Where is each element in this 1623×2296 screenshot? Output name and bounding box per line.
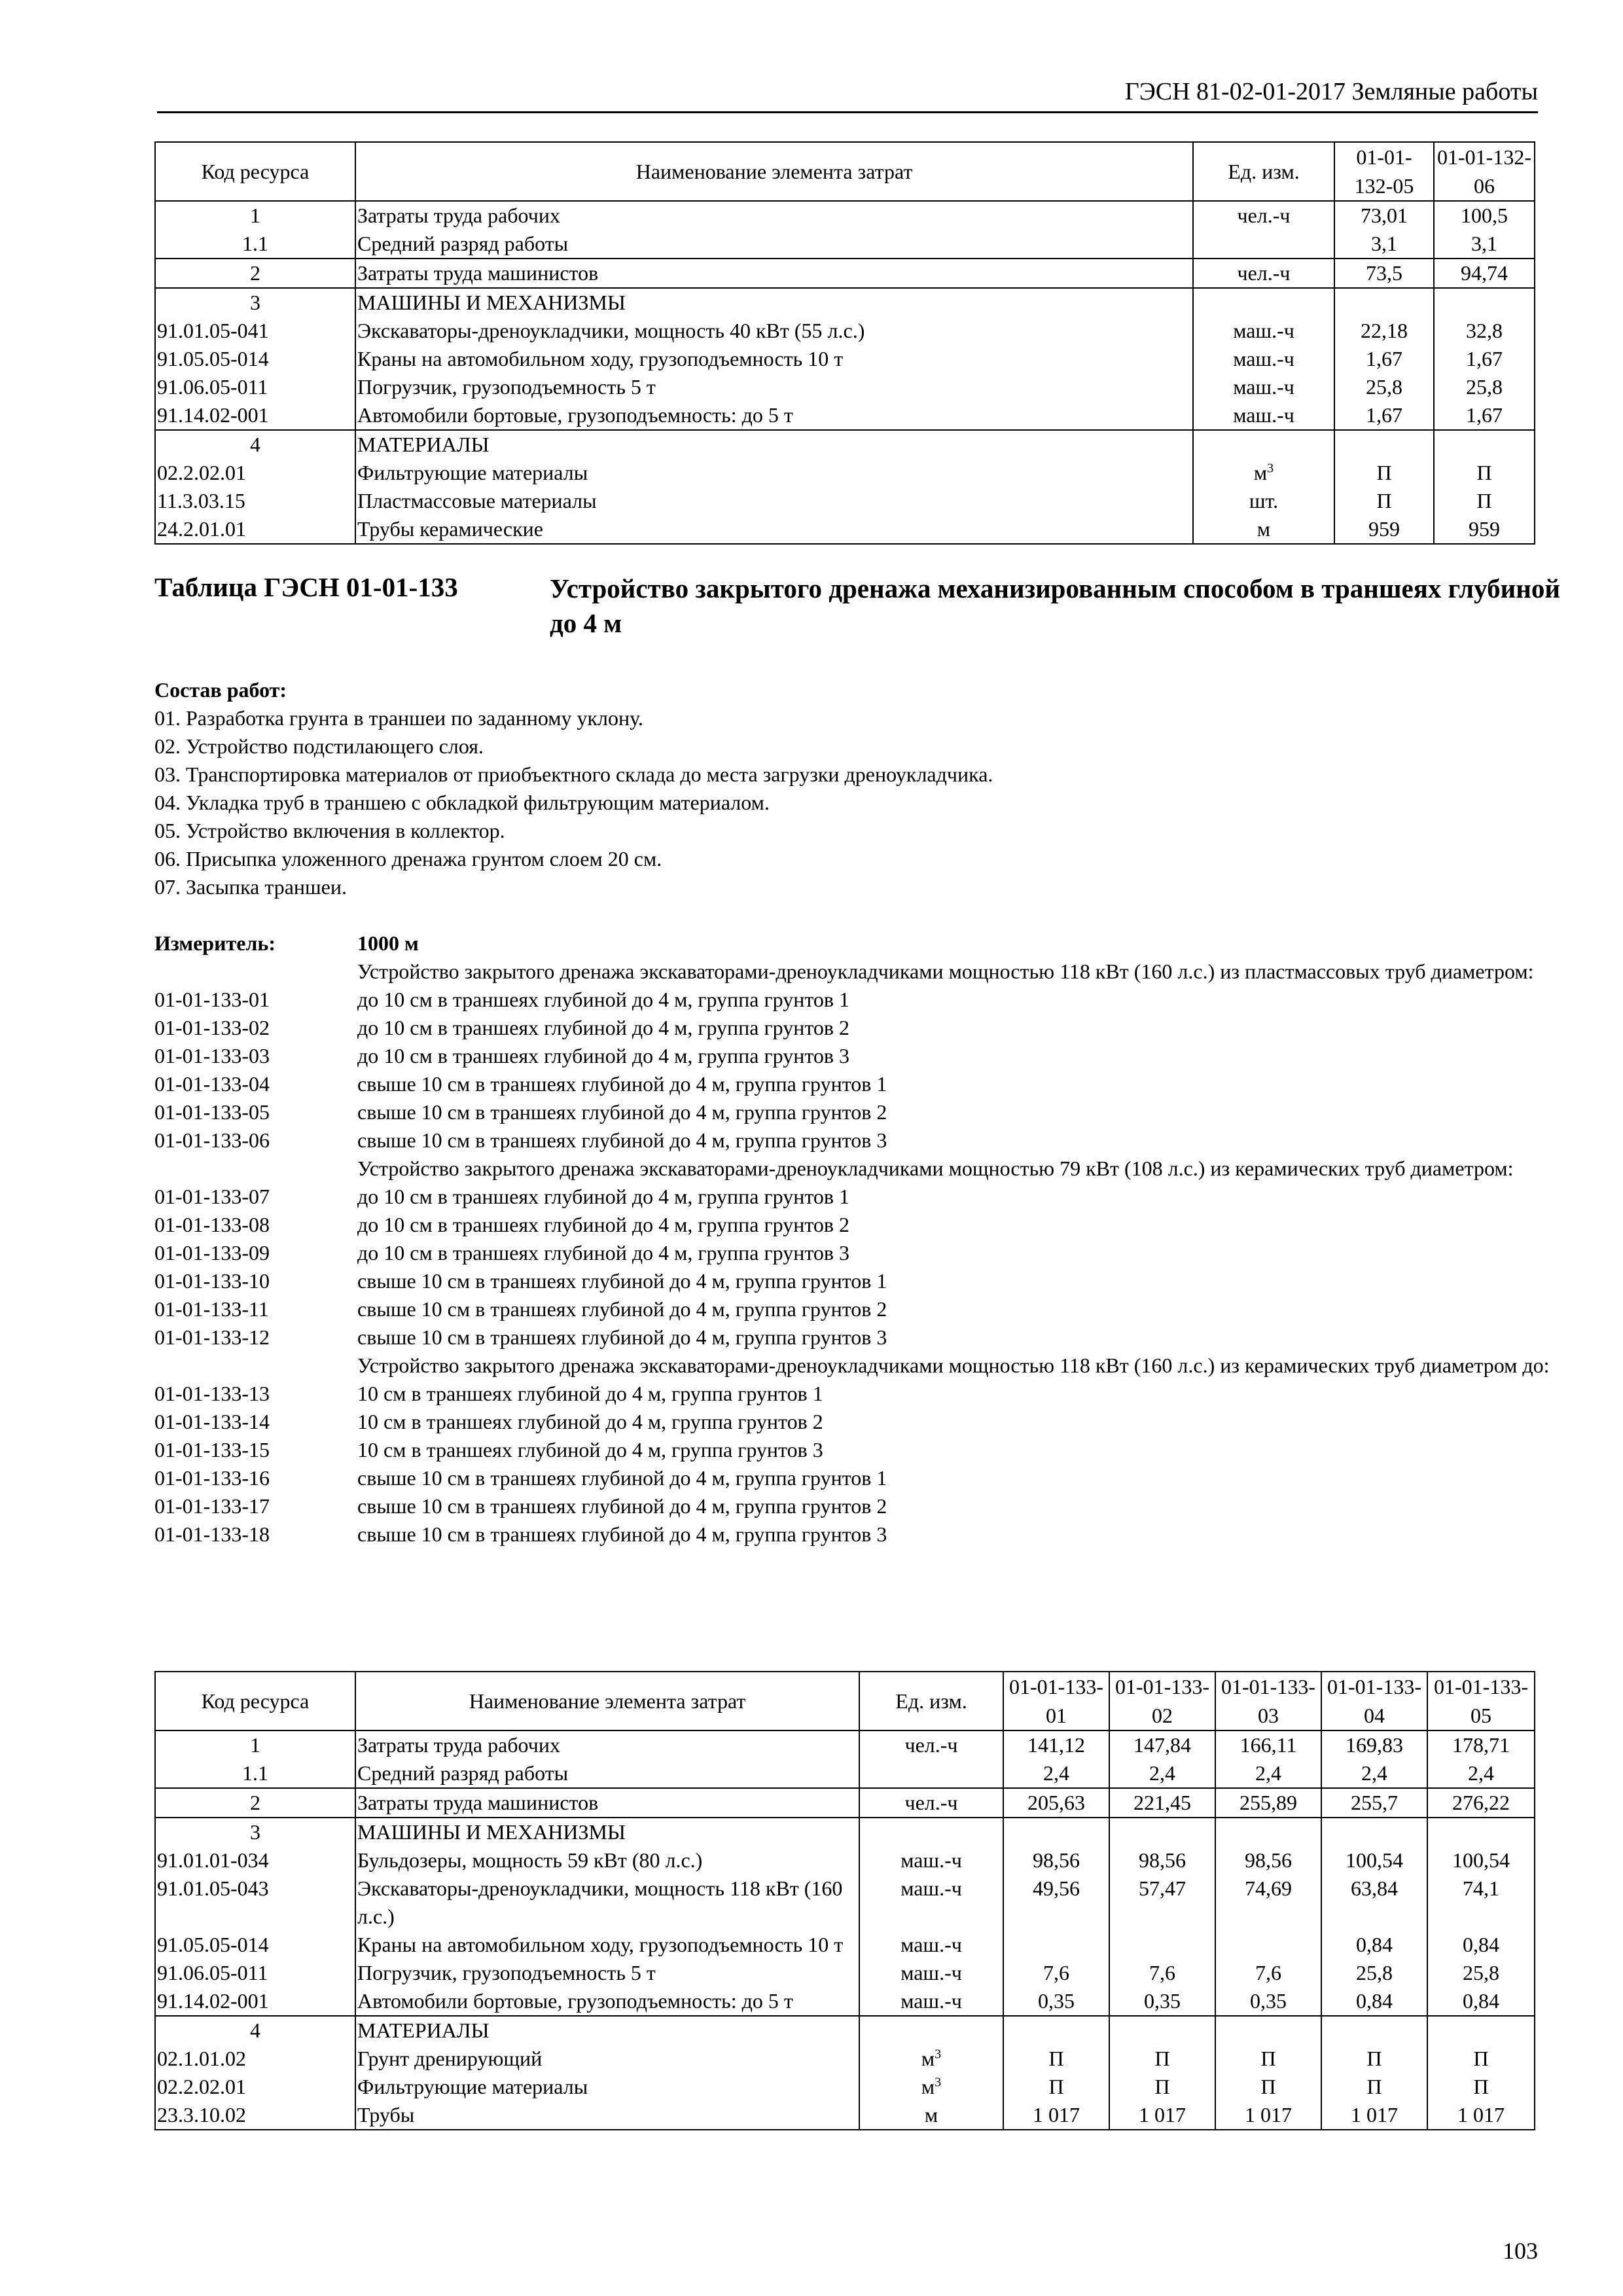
table-row — [155, 259, 1535, 288]
col-header-name: Наименование элемента затрат — [355, 1672, 859, 1731]
cell-value: 3,1 — [1434, 230, 1535, 259]
cell-value: 1,67 — [1434, 401, 1535, 430]
cell-value: 1,67 — [1334, 345, 1434, 373]
cell-value — [1334, 288, 1434, 317]
col-header-norm: 01-01-132-05 — [1334, 142, 1434, 201]
list-item: 01-01-133-16 свыше 10 см в траншеях глубиной до 4 м, группа грунтов 1 — [154, 1466, 887, 1490]
cell-value: 25,8 — [1434, 373, 1535, 401]
cell-value: 94,74 — [1434, 259, 1535, 288]
list-item: 01-01-133-01 до 10 см в траншеях глубиной до 4 м, группа грунтов 1 — [154, 988, 849, 1011]
table-row-section — [155, 430, 1535, 459]
table-row-section: 3 МАШИНЫ И МЕХАНИЗМЫ — [155, 1818, 1535, 1846]
meter-block — [154, 929, 1555, 1549]
list-item: 01-01-133-02 до 10 см в траншеях глубиной до 4 м, группа грунтов 2 — [154, 1016, 849, 1039]
cell-unit: маш.-ч — [1193, 373, 1334, 401]
cell-value: 959 — [1434, 515, 1535, 544]
cell-name: Средний разряд работы — [355, 230, 1193, 259]
cell-code: 1.1 — [155, 230, 355, 259]
cell-value: 1,67 — [1334, 401, 1434, 430]
table-row: 91.01.01-034 Бульдозеры, мощность 59 кВт (80 л.с.) маш.-ч 98,56 98,56 98,56 100,54 100,54 — [155, 1846, 1535, 1874]
col-header-unit: Ед. изм. — [859, 1672, 1003, 1731]
cell-unit: маш.-ч — [1193, 401, 1334, 430]
cell-value: 25,8 — [1334, 373, 1434, 401]
table-row: 1.1 Средний разряд работы 2,4 2,4 2,4 2,4 2,4 — [155, 1759, 1535, 1788]
page-number: 103 — [1503, 2238, 1538, 2264]
cell-code: 1 — [155, 201, 355, 230]
col-header-code: Код ресурса — [155, 1672, 355, 1731]
table-row: 91.06.05-011 Погрузчик, грузоподъемность 5 т маш.-ч 7,6 7,6 7,6 25,8 25,8 — [155, 1959, 1535, 1987]
col-header-norm: 01-01-133-05 — [1427, 1672, 1535, 1731]
table-row: 2 Затраты труда машинистов чел.-ч 205,63 221,45 255,89 255,7 276,22 — [155, 1788, 1535, 1818]
work-composition — [154, 676, 993, 901]
table-row — [155, 459, 1535, 487]
cell-value: 73,5 — [1334, 259, 1434, 288]
cell-name: Пластмассовые материалы — [355, 487, 1193, 515]
list-item: 01. Разработка грунта в траншеи по заданному уклону. — [154, 706, 643, 730]
cell-name: Затраты труда машинистов — [355, 259, 1193, 288]
list-item: 04. Укладка труб в траншею с обкладкой фильтрующим материалом. — [154, 791, 770, 814]
cell-code: 3 — [155, 288, 355, 317]
table-row: 02.1.01.02 Грунт дренирующий $м^3$ П П П П П — [155, 2045, 1535, 2073]
cell-value — [1434, 288, 1535, 317]
resource-table-133 — [154, 1671, 1535, 2130]
cell-value: П — [1334, 487, 1434, 515]
col-header-norm: 01-01-133-04 — [1321, 1672, 1427, 1731]
cell-unit: м — [1193, 515, 1334, 544]
running-header — [157, 73, 1538, 113]
table-row — [155, 230, 1535, 259]
table-row-section: 4 МАТЕРИАЛЫ — [155, 2016, 1535, 2045]
cell-unit: маш.-ч — [1193, 345, 1334, 373]
list-item: 01-01-133-03 до 10 см в траншеях глубиной до 4 м, группа грунтов 3 — [154, 1044, 849, 1067]
cell-unit: маш.-ч — [1193, 317, 1334, 345]
list-item: 01-01-133-15 10 см в траншеях глубиной до 4 м, группа грунтов 3 — [154, 1438, 823, 1462]
meter-label: Измеритель: — [154, 931, 276, 955]
list-item: 03. Транспортировка материалов от приобъектного склада до места загрузки дреноукладчика. — [154, 762, 993, 786]
col-header-norm: 01-01-133-03 — [1215, 1672, 1321, 1731]
table-row — [155, 345, 1535, 373]
table-row-section — [155, 288, 1535, 317]
col-header-norm: 01-01-132-06 — [1434, 142, 1535, 201]
cell-value: П — [1434, 487, 1535, 515]
cell-unit — [1193, 430, 1334, 459]
cell-name: Трубы керамические — [355, 515, 1193, 544]
table-row — [155, 201, 1535, 230]
header-title: ГЭСН 81-02-01-2017 Земляные работы — [1124, 78, 1538, 105]
cell-unit — [1193, 288, 1334, 317]
meter-unit: 1000 м — [357, 931, 419, 955]
cell-value: П — [1334, 459, 1434, 487]
table-row — [155, 401, 1535, 430]
cell-unit: чел.-ч — [1193, 259, 1334, 288]
list-item: 01-01-133-10 свыше 10 см в траншеях глубиной до 4 м, группа грунтов 1 — [154, 1269, 887, 1293]
cell-code: 91.14.02-001 — [155, 401, 355, 430]
list-item: 01-01-133-08 до 10 см в траншеях глубиной до 4 м, группа грунтов 2 — [154, 1213, 849, 1236]
cell-name: Краны на автомобильном ходу, грузоподъемность 10 т — [355, 345, 1193, 373]
list-item: 01-01-133-06 свыше 10 см в траншеях глубиной до 4 м, группа грунтов 3 — [154, 1128, 887, 1152]
meter-row — [154, 929, 1555, 958]
cell-code: 91.01.05-041 — [155, 317, 355, 345]
cell-name: МАШИНЫ И МЕХАНИЗМЫ — [355, 288, 1193, 317]
cell-unit — [1193, 230, 1334, 259]
cell-name: Затраты труда рабочих — [355, 201, 1193, 230]
list-item: 05. Устройство включения в коллектор. — [154, 819, 505, 842]
list-item: 01-01-133-13 10 см в траншеях глубиной до 4 м, группа грунтов 1 — [154, 1382, 823, 1405]
cell-value: П — [1434, 459, 1535, 487]
cell-name: МАТЕРИАЛЫ — [355, 430, 1193, 459]
table-row — [155, 515, 1535, 544]
work-composition-label: Состав работ: — [154, 678, 287, 702]
group-heading: Устройство закрытого дренажа экскаваторами-дреноукладчиками мощностью 79 кВт (108 л.с.) из керамических труб диаметром: — [357, 1157, 1514, 1180]
list-item: 07. Засыпка траншеи. — [154, 875, 347, 899]
table-row — [155, 317, 1535, 345]
list-item: 01-01-133-11 свыше 10 см в траншеях глубиной до 4 м, группа грунтов 2 — [154, 1297, 887, 1321]
cell-value: 73,01 — [1334, 201, 1434, 230]
cell-value: 22,18 — [1334, 317, 1434, 345]
cell-value — [1334, 430, 1434, 459]
cell-code: 24.2.01.01 — [155, 515, 355, 544]
cell-code: 02.2.02.01 — [155, 459, 355, 487]
list-item: 06. Присыпка уложенного дренажа грунтом слоем 20 см. — [154, 847, 662, 870]
table-row — [155, 373, 1535, 401]
resource-table-132 — [154, 141, 1535, 545]
table-row: 91.05.05-014 Краны на автомобильном ходу, грузоподъемность 10 т маш.-ч 0,84 0,84 — [155, 1931, 1535, 1959]
cell-name: Автомобили бортовые, грузоподъемность: до 5 т — [355, 401, 1193, 430]
table-header-row — [155, 1672, 1535, 1731]
cell-value: 959 — [1334, 515, 1434, 544]
cell-value: 100,5 — [1434, 201, 1535, 230]
table-row — [155, 487, 1535, 515]
list-item: 01-01-133-09 до 10 см в траншеях глубиной до 4 м, группа грунтов 3 — [154, 1241, 849, 1265]
col-header-code: Код ресурса — [155, 142, 355, 201]
cell-unit: чел.-ч — [1193, 201, 1334, 230]
col-header-norm: 01-01-133-02 — [1109, 1672, 1215, 1731]
table-row: 23.3.10.02 Трубы м 1 017 1 017 1 017 1 017 1 017 — [155, 2101, 1535, 2130]
list-item: 01-01-133-18 свыше 10 см в траншеях глубиной до 4 м, группа грунтов 3 — [154, 1522, 887, 1546]
list-item: 02. Устройство подстилающего слоя. — [154, 734, 484, 758]
list-item: 01-01-133-14 10 см в траншеях глубиной до 4 м, группа грунтов 2 — [154, 1410, 823, 1433]
cell-name: Погрузчик, грузоподъемность 5 т — [355, 373, 1193, 401]
col-header-unit: Ед. изм. — [1193, 142, 1334, 201]
cell-name: Экскаваторы-дреноукладчики, мощность 40 кВт (55 л.с.) — [355, 317, 1193, 345]
col-header-norm: 01-01-133-01 — [1003, 1672, 1109, 1731]
col-header-name: Наименование элемента затрат — [355, 142, 1193, 201]
list-item: 01-01-133-05 свыше 10 см в траншеях глубиной до 4 м, группа грунтов 2 — [154, 1100, 887, 1124]
cell-unit: шт. — [1193, 487, 1334, 515]
table-number: Таблица ГЭСН 01-01-133 — [154, 572, 458, 602]
cell-code: 91.05.05-014 — [155, 345, 355, 373]
cell-code: 11.3.03.15 — [155, 487, 355, 515]
list-item: 01-01-133-17 свыше 10 см в траншеях глубиной до 4 м, группа грунтов 2 — [154, 1494, 887, 1518]
table-header-row — [155, 142, 1535, 201]
cell-value: 1,67 — [1434, 345, 1535, 373]
cell-code: 91.06.05-011 — [155, 373, 355, 401]
list-item: 01-01-133-12 свыше 10 см в траншеях глубиной до 4 м, группа грунтов 3 — [154, 1325, 887, 1349]
table-row: 91.14.02-001 Автомобили бортовые, грузоподъемность: до 5 т маш.-ч 0,35 0,35 0,35 0,84 0,84 — [155, 1987, 1535, 2016]
group-heading: Устройство закрытого дренажа экскаваторами-дреноукладчиками мощностью 118 кВт (160 л.с.) из пластмассовых труб диаметром: — [357, 960, 1534, 983]
table-row: 02.2.02.01 Фильтрующие материалы $м^3$ П П П П П — [155, 2073, 1535, 2101]
table-row: 1 Затраты труда рабочих чел.-ч 141,12 147,84 166,11 169,83 178,71 — [155, 1731, 1535, 1759]
table-name: Устройство закрытого дренажа механизированным способом в траншеях глубиной до 4 м — [550, 573, 1560, 638]
cell-unit: $м^3$ — [1193, 459, 1334, 487]
list-item: 01-01-133-07 до 10 см в траншеях глубиной до 4 м, группа грунтов 1 — [154, 1185, 849, 1208]
list-item: 01-01-133-04 свыше 10 см в траншеях глубиной до 4 м, группа грунтов 1 — [154, 1072, 887, 1096]
group-heading: Устройство закрытого дренажа экскаваторами-дреноукладчиками мощностью 118 кВт (160 л.с.) из керамических труб диаметром до: — [357, 1354, 1550, 1377]
cell-value: 3,1 — [1334, 230, 1434, 259]
cell-name: Фильтрующие материалы — [355, 459, 1193, 487]
cell-code: 4 — [155, 430, 355, 459]
cell-value: 32,8 — [1434, 317, 1535, 345]
table-row: 91.01.05-043 Экскаваторы-дреноукладчики, мощность 118 кВт (160 л.с.) маш.-ч 49,56 57,47 74,69 63,84 74,1 — [155, 1874, 1535, 1931]
cell-code: 2 — [155, 259, 355, 288]
cell-value — [1434, 430, 1535, 459]
